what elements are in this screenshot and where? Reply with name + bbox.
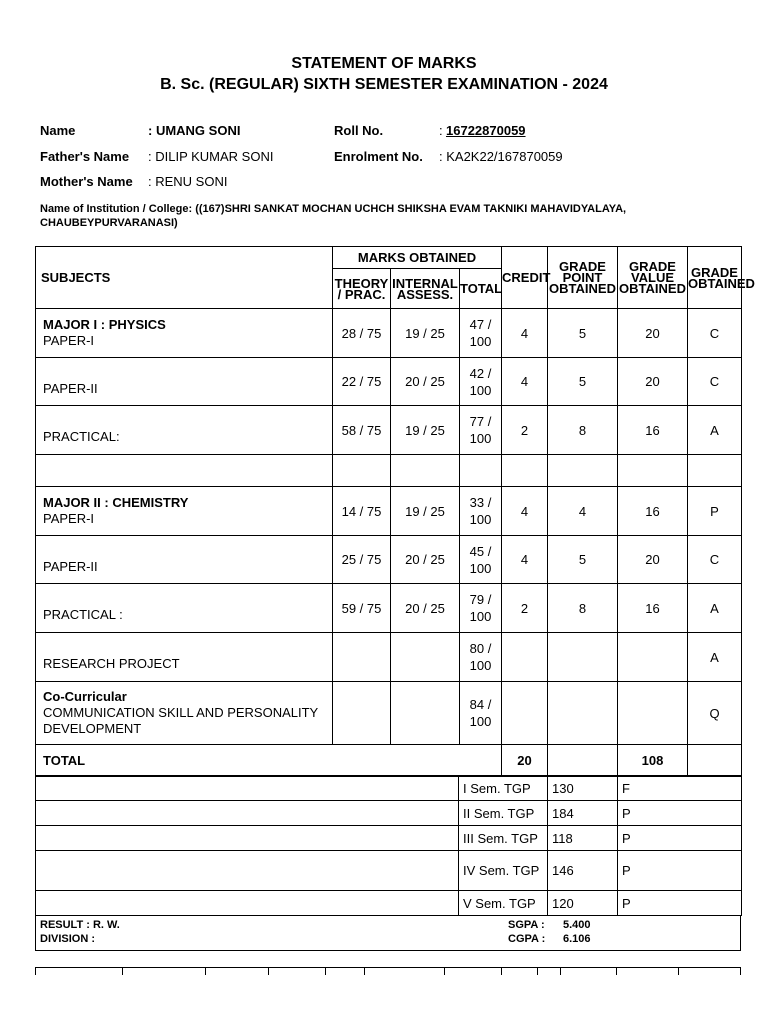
header-grade: GRADE OBTAINED: [688, 247, 742, 309]
subject-cell: [36, 406, 333, 455]
total-marks: 47 / 100: [460, 309, 502, 358]
grade-value: [618, 633, 688, 682]
grade: [688, 455, 742, 487]
bottom-divider: [560, 967, 561, 975]
semester-result: P: [618, 801, 742, 826]
enrol-value: : KA2K22/167870059: [439, 149, 563, 164]
semester-row: [36, 801, 742, 826]
subject-row: [36, 633, 742, 682]
internal-marks: 19 / 25: [391, 406, 460, 455]
grade-value: 16: [618, 487, 688, 536]
roll-value: 16722870059: [446, 123, 526, 138]
total-marks: 42 / 100: [460, 358, 502, 406]
credit: [502, 455, 548, 487]
semester-label: IV Sem. TGP: [459, 851, 548, 891]
header-credit: CREDIT: [502, 247, 548, 309]
total-marks: 45 / 100: [460, 536, 502, 584]
bottom-divider: [740, 967, 741, 975]
semester-label: V Sem. TGP: [459, 891, 548, 916]
paper-name: PAPER-II: [43, 558, 98, 574]
theory-marks: [333, 633, 391, 682]
name-value: : UMANG SONI: [148, 123, 241, 138]
paper-name: RESEARCH PROJECT: [43, 656, 180, 671]
theory-marks: [333, 455, 391, 487]
grade-point: [548, 633, 618, 682]
semester-blank: [36, 801, 459, 826]
grade: C: [688, 536, 742, 584]
total-label: TOTAL: [36, 745, 502, 777]
grade: P: [688, 487, 742, 536]
internal-marks: [391, 682, 460, 745]
credit: [502, 682, 548, 745]
subject-cell: [36, 584, 333, 633]
total-credit: 20: [502, 745, 548, 777]
semester-tgp: 184: [548, 801, 618, 826]
semester-result: P: [618, 826, 742, 851]
paper-name: PRACTICAL:: [43, 429, 120, 444]
subject-row: [36, 682, 742, 745]
credit: 2: [502, 406, 548, 455]
semester-tgp: 118: [548, 826, 618, 851]
grade-value: [618, 682, 688, 745]
grade-point: 8: [548, 406, 618, 455]
semester-tgp: 130: [548, 776, 618, 801]
total-marks: [460, 455, 502, 487]
subject-cell: [36, 682, 333, 745]
grade-point: 8: [548, 584, 618, 633]
institution-name: Name of Institution / College: ((167)SHRI SANKAT MOCHAN UCHCH SHIKSHA EVAM TAKNIKI MAHAVIDYALAYA, CHAUBEYPURVARANASI): [40, 203, 627, 229]
bottom-divider: [122, 967, 123, 975]
result-label: RESULT : R. W.: [40, 919, 120, 931]
subject-group: MAJOR II : CHEMISTRY: [43, 495, 189, 510]
total-gp-cell: [548, 745, 618, 777]
header-grade-point: GRADE POINT OBTAINED: [548, 247, 618, 309]
subject-row: [36, 584, 742, 633]
semester-row: [36, 891, 742, 916]
subject-row: [36, 358, 742, 406]
subject-cell: [36, 358, 333, 406]
mother-value: : RENU SONI: [148, 174, 228, 189]
grade: A: [688, 406, 742, 455]
semester-result: P: [618, 891, 742, 916]
subject-row: [36, 487, 742, 536]
bottom-divider: [537, 967, 538, 975]
roll-colon: :: [439, 123, 443, 138]
theory-marks: 22 / 75: [333, 358, 391, 406]
subject-row: [36, 536, 742, 584]
theory-marks: 28 / 75: [333, 309, 391, 358]
cgpa-value: 6.106: [563, 933, 591, 945]
bottom-divider: [325, 967, 326, 975]
semester-blank: [36, 851, 459, 891]
header-marks-obtained: MARKS OBTAINED: [333, 247, 502, 269]
subject-cell: [36, 455, 333, 487]
enrol-label: Enrolment No.: [334, 149, 423, 164]
bottom-divider: [678, 967, 679, 975]
subject-group: Co-Curricular: [43, 689, 127, 704]
sgpa-value: 5.400: [563, 919, 591, 931]
semester-label: II Sem. TGP: [459, 801, 548, 826]
subject-cell: [36, 633, 333, 682]
subject-row: [36, 455, 742, 487]
sgpa-label: SGPA :: [508, 919, 545, 931]
total-marks: 79 / 100: [460, 584, 502, 633]
paper-name: PAPER-I: [43, 333, 95, 348]
credit: 4: [502, 358, 548, 406]
subject-group: MAJOR I : PHYSICS: [43, 317, 166, 332]
grade-point: [548, 682, 618, 745]
semester-tgp-table: [35, 775, 742, 916]
semester-blank: [36, 826, 459, 851]
mother-label: Mother's Name: [40, 174, 133, 189]
cgpa-label: CGPA :: [508, 933, 546, 945]
credit: 4: [502, 309, 548, 358]
grade-point: 5: [548, 536, 618, 584]
header-internal: INTERNAL ASSESS.: [391, 269, 460, 309]
semester-row: [36, 776, 742, 801]
grade-value: 20: [618, 358, 688, 406]
bottom-divider: [444, 967, 445, 975]
grade-value: 20: [618, 309, 688, 358]
total-marks: 80 / 100: [460, 633, 502, 682]
grade-point: 5: [548, 358, 618, 406]
theory-marks: 25 / 75: [333, 536, 391, 584]
grade: A: [688, 584, 742, 633]
bottom-divider: [35, 967, 36, 975]
credit: 4: [502, 536, 548, 584]
total-marks: 33 / 100: [460, 487, 502, 536]
header-subjects: SUBJECTS: [36, 247, 333, 309]
header-total: TOTAL: [460, 269, 502, 309]
subject-row: [36, 406, 742, 455]
bottom-table-border: [35, 967, 741, 968]
grade-point: [548, 455, 618, 487]
header-theory: THEORY / PRAC.: [333, 269, 391, 309]
internal-marks: 20 / 25: [391, 358, 460, 406]
grade-value: [618, 455, 688, 487]
exam-title: B. Sc. (REGULAR) SIXTH SEMESTER EXAMINATION - 2024: [160, 76, 608, 93]
credit: 2: [502, 584, 548, 633]
bottom-divider: [616, 967, 617, 975]
total-grade-value: 108: [618, 745, 688, 777]
grade: C: [688, 309, 742, 358]
paper-name: COMMUNICATION SKILL AND PERSONALITY DEVELOPMENT: [43, 705, 318, 736]
roll-label: Roll No.: [334, 123, 384, 138]
total-grade-cell: [688, 745, 742, 777]
marks-table: [35, 246, 755, 777]
paper-name: PAPER-I: [43, 511, 95, 526]
semester-blank: [36, 776, 459, 801]
internal-marks: 20 / 25: [391, 584, 460, 633]
grade: C: [688, 358, 742, 406]
division-label: DIVISION :: [40, 933, 96, 945]
bottom-divider: [364, 967, 365, 975]
total-marks: 77 / 100: [460, 406, 502, 455]
grade: Q: [688, 682, 742, 745]
father-value: : DILIP KUMAR SONI: [148, 149, 274, 164]
semester-row: [36, 826, 742, 851]
theory-marks: [333, 682, 391, 745]
grade-value: 16: [618, 406, 688, 455]
semester-label: III Sem. TGP: [459, 826, 548, 851]
credit: [502, 633, 548, 682]
internal-marks: 19 / 25: [391, 309, 460, 358]
internal-marks: 20 / 25: [391, 536, 460, 584]
semester-tgp: 146: [548, 851, 618, 891]
paper-name: PAPER-II: [43, 380, 98, 396]
semester-result: F: [618, 776, 742, 801]
grade-point: 4: [548, 487, 618, 536]
grade-value: 20: [618, 536, 688, 584]
grade-point: 5: [548, 309, 618, 358]
semester-blank: [36, 891, 459, 916]
semester-row: [36, 851, 742, 891]
internal-marks: [391, 633, 460, 682]
semester-tgp: 120: [548, 891, 618, 916]
semester-label: I Sem. TGP: [459, 776, 548, 801]
subject-cell: [36, 309, 333, 358]
total-marks: 84 / 100: [460, 682, 502, 745]
bottom-divider: [268, 967, 269, 975]
header-grade-value: GRADE VALUE OBTAINED: [618, 247, 688, 309]
credit: 4: [502, 487, 548, 536]
document-title: STATEMENT OF MARKS: [291, 55, 477, 72]
grade: A: [688, 633, 742, 682]
bottom-divider: [205, 967, 206, 975]
semester-result: P: [618, 851, 742, 891]
internal-marks: 19 / 25: [391, 487, 460, 536]
subject-row: [36, 309, 742, 358]
bottom-divider: [501, 967, 502, 975]
grade-value: 16: [618, 584, 688, 633]
subject-cell: [36, 487, 333, 536]
father-label: Father's Name: [40, 149, 130, 164]
internal-marks: [391, 455, 460, 487]
paper-name: PRACTICAL :: [43, 607, 123, 622]
theory-marks: 14 / 75: [333, 487, 391, 536]
result-box: [35, 915, 741, 951]
subject-cell: [36, 536, 333, 584]
name-label: Name: [40, 123, 76, 138]
theory-marks: 58 / 75: [333, 406, 391, 455]
theory-marks: 59 / 75: [333, 584, 391, 633]
